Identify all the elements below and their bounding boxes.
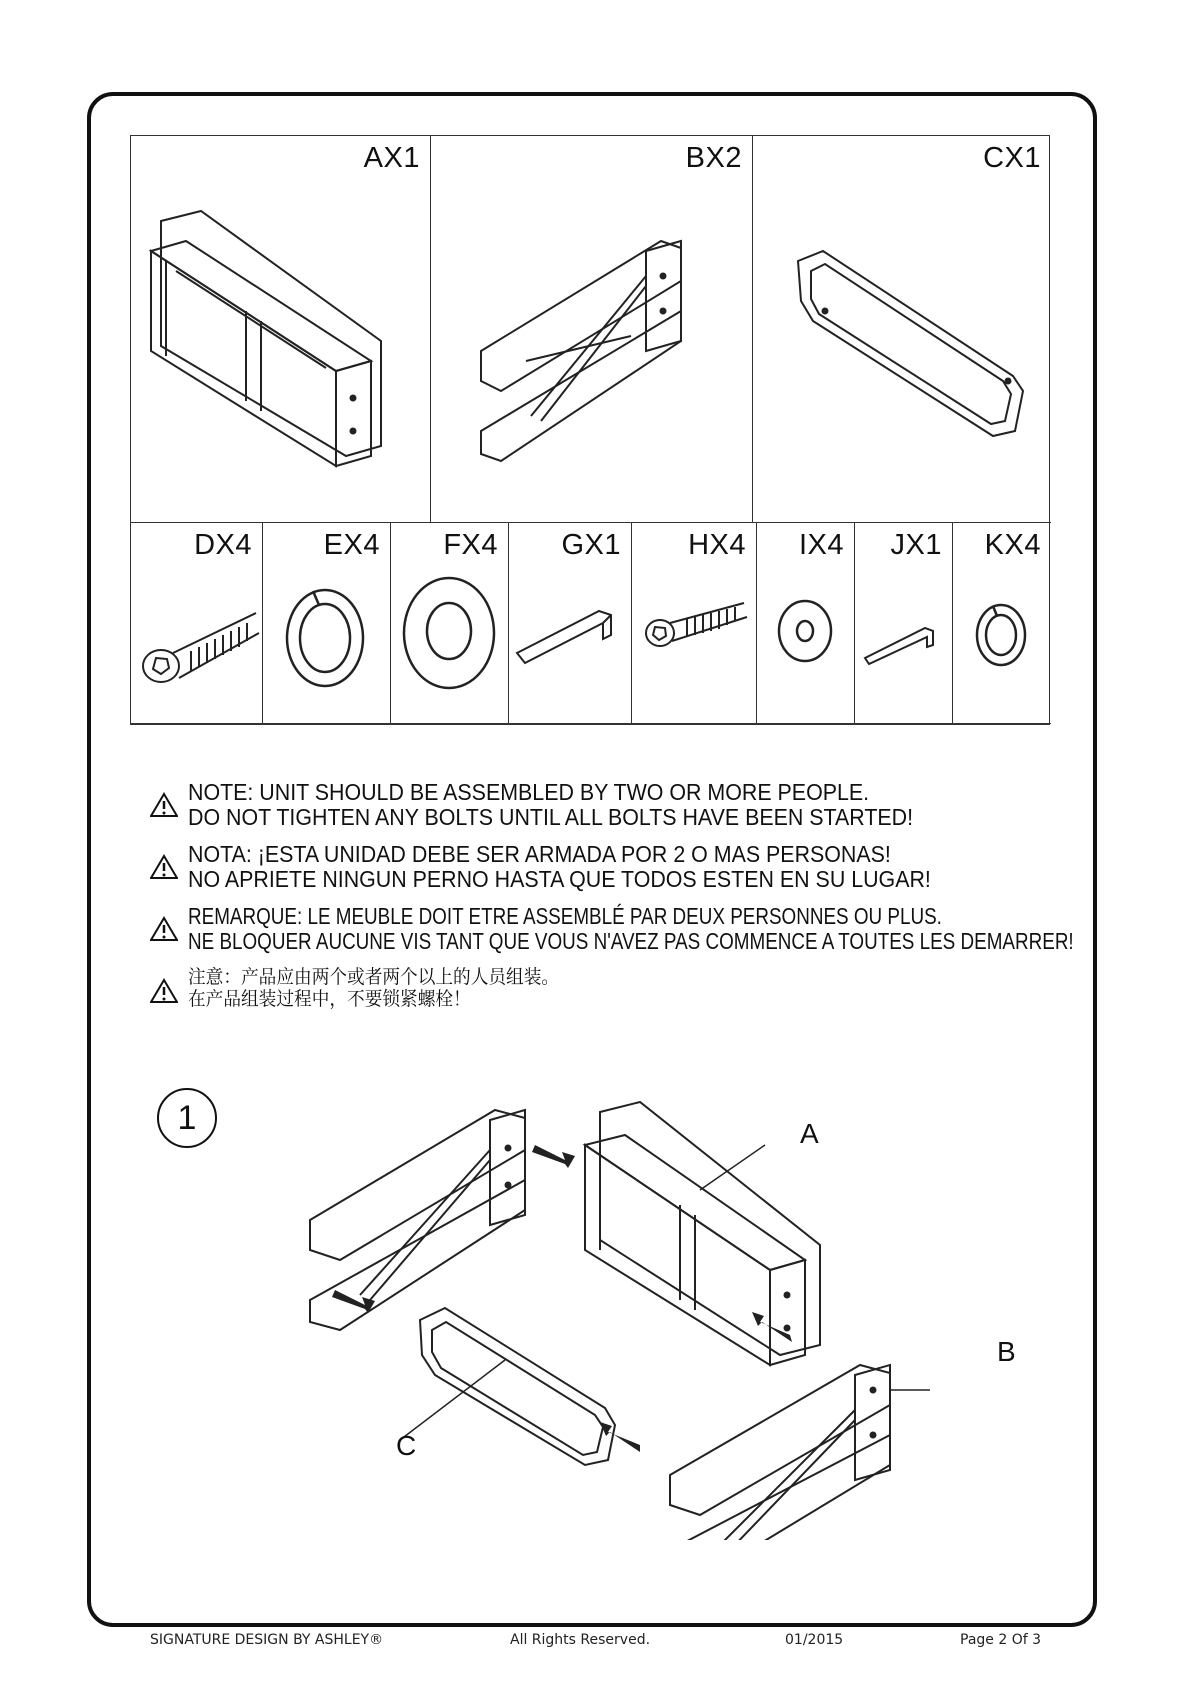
footer-rights: All Rights Reserved. <box>510 1632 651 1648</box>
note-line: NOTE: UNIT SHOULD BE ASSEMBLED BY TWO OR MORE PEOPLE. <box>188 779 870 805</box>
assembly-diagram <box>290 1090 930 1540</box>
rail-frame-icon <box>753 136 1051 523</box>
step-number: 1 <box>157 1088 217 1148</box>
part-cell-bx2 <box>431 136 753 523</box>
small-allen-wrench-icon <box>855 523 953 724</box>
warning-icon <box>150 792 178 818</box>
parts-table <box>130 135 1050 725</box>
note-french <box>150 903 1074 954</box>
button-bolt-icon <box>632 523 757 724</box>
part-cell-kx4 <box>953 523 1051 724</box>
footer-page: Page 2 Of 3 <box>960 1632 1042 1648</box>
part-label: KX4 <box>984 529 1041 561</box>
leg-frame-icon <box>431 136 753 523</box>
leg-frame-right <box>670 1365 890 1540</box>
note-line: DO NOT TIGHTEN ANY BOLTS UNTIL ALL BOLTS HAVE BEEN STARTED! <box>188 804 914 830</box>
part-label: EX4 <box>323 529 380 561</box>
allen-wrench-icon <box>509 523 632 724</box>
note-english <box>150 780 950 830</box>
warning-icon <box>150 916 178 942</box>
part-label: GX1 <box>561 529 621 561</box>
warning-icon <box>150 854 178 880</box>
part-cell-dx4 <box>131 523 263 724</box>
flat-washer-icon <box>391 523 509 724</box>
part-cell-ix4 <box>757 523 855 724</box>
end-unit-frame-icon <box>131 136 431 523</box>
note-line: NOTA: ¡ESTA UNIDAD DEBE SER ARMADA POR 2 O MAS PERSONAS! <box>188 841 891 867</box>
part-label: IX4 <box>798 529 844 561</box>
part-label: FX4 <box>443 529 498 561</box>
part-cell-hx4 <box>632 523 757 724</box>
note-line: 在产品组装过程中，不要锁紧螺栓！ <box>188 988 471 1010</box>
footer-date: 01/2015 <box>785 1632 844 1648</box>
part-cell-ax1 <box>131 136 431 523</box>
note-line: REMARQUE: LE MEUBLE DOIT ETRE ASSEMBLÉ PAR DEUX PERSONNES OU PLUS. <box>188 903 942 929</box>
part-cell-gx1 <box>509 523 632 724</box>
socket-bolt-icon <box>131 523 263 724</box>
note-line: 注意：产品应由两个或者两个以上的人员组装。 <box>188 966 560 988</box>
warning-icon <box>150 978 178 1004</box>
note-spanish <box>150 842 950 892</box>
rail-frame <box>420 1308 615 1465</box>
small-washer-icon <box>757 523 855 724</box>
lock-washer-icon <box>263 523 391 724</box>
footer-brand: SIGNATURE DESIGN BY ASHLEY® <box>150 1632 384 1648</box>
callout-b: B <box>997 1336 1016 1367</box>
part-label: CX1 <box>983 142 1041 174</box>
end-unit-frame <box>585 1102 820 1365</box>
part-label: HX4 <box>688 529 746 561</box>
part-label: BX2 <box>685 142 742 174</box>
assembly-arrows <box>332 1145 792 1452</box>
part-label: DX4 <box>194 529 252 561</box>
note-chinese <box>150 966 950 1010</box>
part-cell-jx1 <box>855 523 953 724</box>
callout-c: C <box>396 1430 417 1461</box>
part-label: JX1 <box>890 529 942 561</box>
part-label: AX1 <box>363 142 420 174</box>
note-line: NO APRIETE NINGUN PERNO HASTA QUE TODOS ESTEN EN SU LUGAR! <box>188 866 931 892</box>
callout-a: A <box>800 1118 819 1149</box>
note-line: NE BLOQUER AUCUNE VIS TANT QUE VOUS N'AVEZ PAS COMMENCE A TOUTES LES DEMARRER! <box>188 928 1074 954</box>
part-cell-cx1 <box>753 136 1051 523</box>
safety-notes <box>150 779 1074 1022</box>
part-cell-fx4 <box>391 523 509 724</box>
small-lock-washer-icon <box>953 523 1051 724</box>
part-cell-ex4 <box>263 523 391 724</box>
